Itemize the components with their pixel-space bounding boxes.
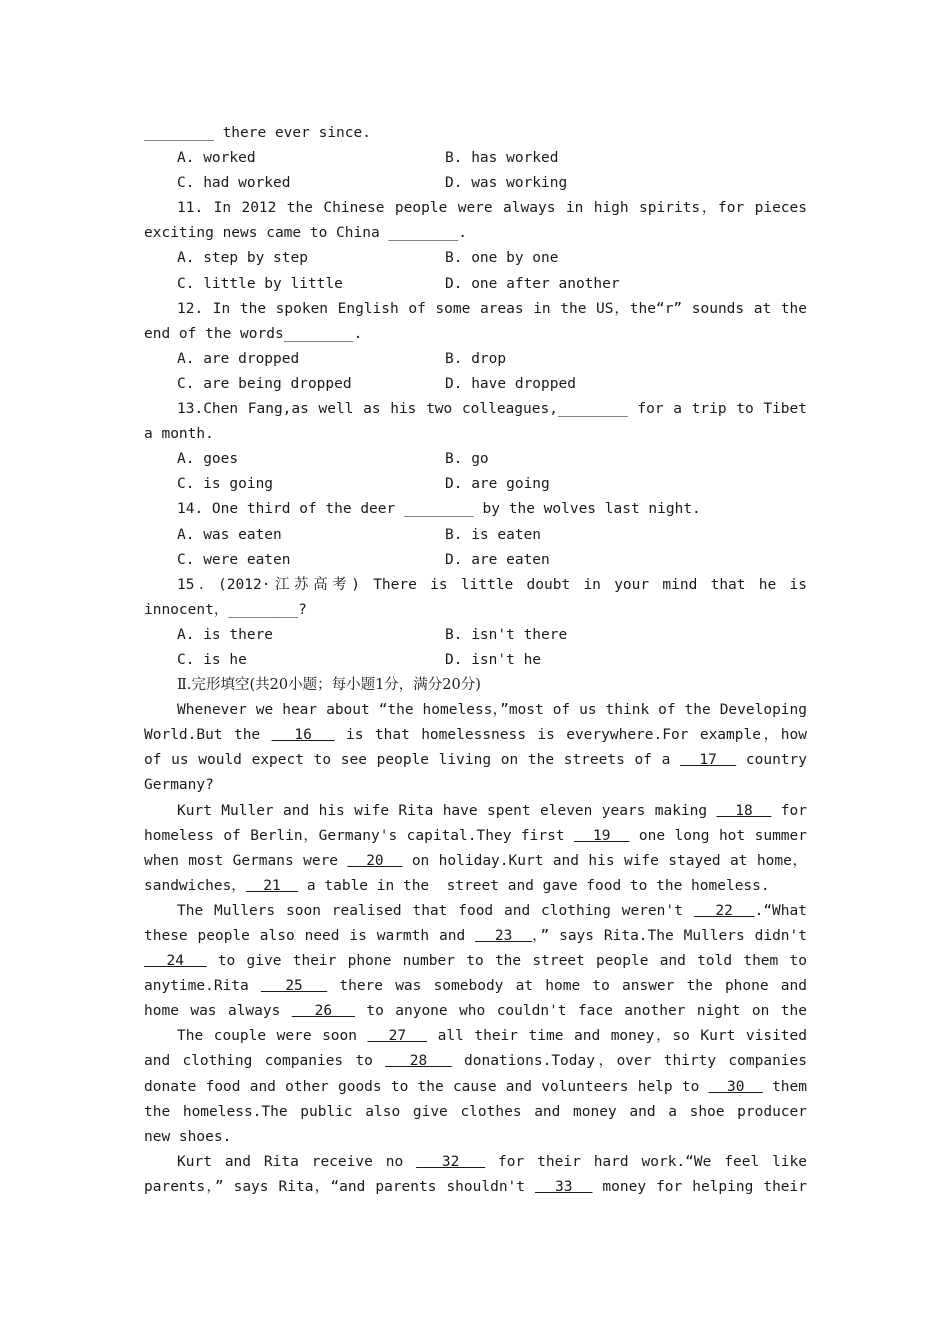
q15-option-d: D. isn't he	[445, 651, 542, 668]
q15-option-c: C. is he	[177, 651, 247, 668]
q15-stem-line-2: innocent，________?	[144, 601, 307, 618]
q14-option-c: C. were eaten	[177, 551, 291, 568]
q13-options-row-1	[144, 447, 807, 472]
q13-option-b: B. go	[445, 451, 489, 468]
blank-19: 19	[574, 827, 630, 844]
blank-33: 33	[535, 1178, 593, 1195]
passage-p5-line-2: parents，” says Rita，“and parents shouldn't 33 money for helping their	[144, 1178, 807, 1195]
passage-p1-line-1: Whenever we hear about “the homeless，”most of us think of the Developing	[177, 702, 807, 719]
q14-option-b: B. is eaten	[445, 526, 542, 543]
q10-options-row-2	[144, 171, 807, 196]
q12-option-d: D. have dropped	[445, 375, 576, 392]
q11-stem-line-2: exciting news came to China ________.	[144, 225, 468, 242]
passage-p2-line-4: sandwiches， 21 a table in the street and gave food to the homeless.	[144, 877, 770, 894]
q12-options-row-1	[144, 347, 807, 372]
passage-p2-line-3: when most Germans were 20 on holiday.Kurt and his wife stayed at home，	[144, 852, 807, 869]
q12-option-c: C. are being dropped	[177, 375, 352, 392]
q11-option-b: B. one by one	[445, 250, 559, 267]
q12-stem-line-2: end of the words________.	[144, 325, 363, 342]
q10-option-a: A. worked	[177, 150, 256, 167]
q12-stem-line-1: 12. In the spoken English of some areas in the US，the“r” sounds at the	[177, 300, 807, 317]
passage-p3-line-4: anytime.Rita 25 there was somebody at home to answer the phone and	[144, 978, 807, 995]
q14-options-row-2	[144, 548, 807, 573]
passage-p4-line-3: donate food and other goods to the cause and volunteers help to 30 them	[144, 1078, 807, 1095]
blank-25: 25	[260, 978, 328, 995]
q15-stem-line-1: 15．(2012·江苏高考) There is little doubt in your mind that he is	[177, 576, 807, 593]
blank-18: 18	[716, 802, 772, 819]
passage-p4-line-4: the homeless.The public also give clothes and money and a shoe producer	[144, 1103, 807, 1120]
q15-option-b: B. isn't there	[445, 626, 568, 643]
q11-option-c: C. little by little	[177, 275, 343, 292]
blank-30: 30	[708, 1078, 763, 1095]
q10-option-b: B. has worked	[445, 150, 559, 167]
q12-option-b: B. drop	[445, 350, 507, 367]
q11-option-d: D. one after another	[445, 275, 620, 292]
passage-p1-line-4: Germany?	[144, 777, 214, 794]
passage-p2-line-1: Kurt Muller and his wife Rita have spent eleven years making 18 for	[177, 802, 807, 819]
passage-p3-line-5: home was always 26 to anyone who couldn't face another night on the	[144, 1003, 807, 1020]
passage-p3-line-3: 24 to give their phone number to the street people and told them to	[144, 953, 807, 970]
q14-stem-line-1: 14. One third of the deer ________ by the wolves last night.	[177, 501, 701, 518]
q10-options-row-1	[144, 146, 807, 171]
q11-options-row-2	[144, 272, 807, 297]
passage-p3-line-1: The Mullers soon realised that food and clothing weren't 22 .“What	[177, 902, 807, 919]
blank-21: 21	[245, 877, 299, 894]
q12-option-a: A. are dropped	[177, 350, 300, 367]
q13-stem-line-1: 13.Chen Fang,as well as his two colleagues,________ for a trip to Tibet	[177, 401, 807, 418]
q15-options-row-2	[144, 648, 807, 673]
q13-option-c: C. is going	[177, 476, 274, 493]
q10-option-c: C. had worked	[177, 175, 291, 192]
passage-p2-line-2: homeless of Berlin，Germany's capital.They first 19 one long hot summer	[144, 827, 807, 844]
q11-options-row-1	[144, 246, 807, 271]
q11-stem-line-1: 11. In 2012 the Chinese people were always in high spirits，for pieces	[177, 200, 807, 217]
blank-20: 20	[347, 852, 403, 869]
blank-28: 28	[385, 1053, 452, 1070]
blank-27: 27	[367, 1028, 428, 1045]
passage-p4-line-5: new shoes.	[144, 1128, 232, 1145]
blank-26: 26	[291, 1003, 355, 1020]
passage-p4-line-2: and clothing companies to 28 donations.Today，over thirty companies	[144, 1053, 807, 1070]
blank-17: 17	[680, 752, 737, 769]
passage-p5-line-1: Kurt and Rita receive no 32 for their hard work.“We feel like	[177, 1153, 807, 1170]
blank-16: 16	[271, 727, 335, 744]
q13-options-row-2	[144, 472, 807, 497]
blank-22: 22	[693, 902, 755, 919]
document-page	[144, 121, 807, 1200]
q15-options-row-1	[144, 623, 807, 648]
passage-p1-line-3: of us would expect to see people living on the streets of a 17 country	[144, 752, 807, 769]
q13-option-a: A. goes	[177, 451, 239, 468]
q11-option-a: A. step by step	[177, 250, 308, 267]
blank-23: 23	[475, 928, 533, 944]
passage-p1-line-2: World.But the 16 is that homelessness is everywhere.For example，how	[144, 727, 807, 744]
q10-option-d: D. was working	[445, 175, 568, 192]
q13-option-d: D. are going	[445, 476, 550, 493]
q14-options-row-1	[144, 523, 807, 548]
q14-option-a: A. was eaten	[177, 526, 282, 543]
blank-32: 32	[416, 1153, 486, 1170]
q15-option-a: A. is there	[177, 626, 274, 643]
q13-stem-line-2: a month.	[144, 426, 214, 443]
q10-stem-tail: ________ there ever since.	[144, 125, 371, 141]
q14-option-d: D. are eaten	[445, 551, 550, 568]
blank-24: 24	[144, 953, 207, 970]
section-2-heading: Ⅱ.完形填空(共20小题；每小题1分，满分20分)	[177, 677, 481, 694]
passage-p3-line-2: these people also need is warmth and 23 ，” says Rita.The Mullers didn't	[144, 928, 807, 944]
passage-p4-line-1: The couple were soon 27 all their time and money，so Kurt visited	[177, 1028, 807, 1045]
q12-options-row-2	[144, 372, 807, 397]
